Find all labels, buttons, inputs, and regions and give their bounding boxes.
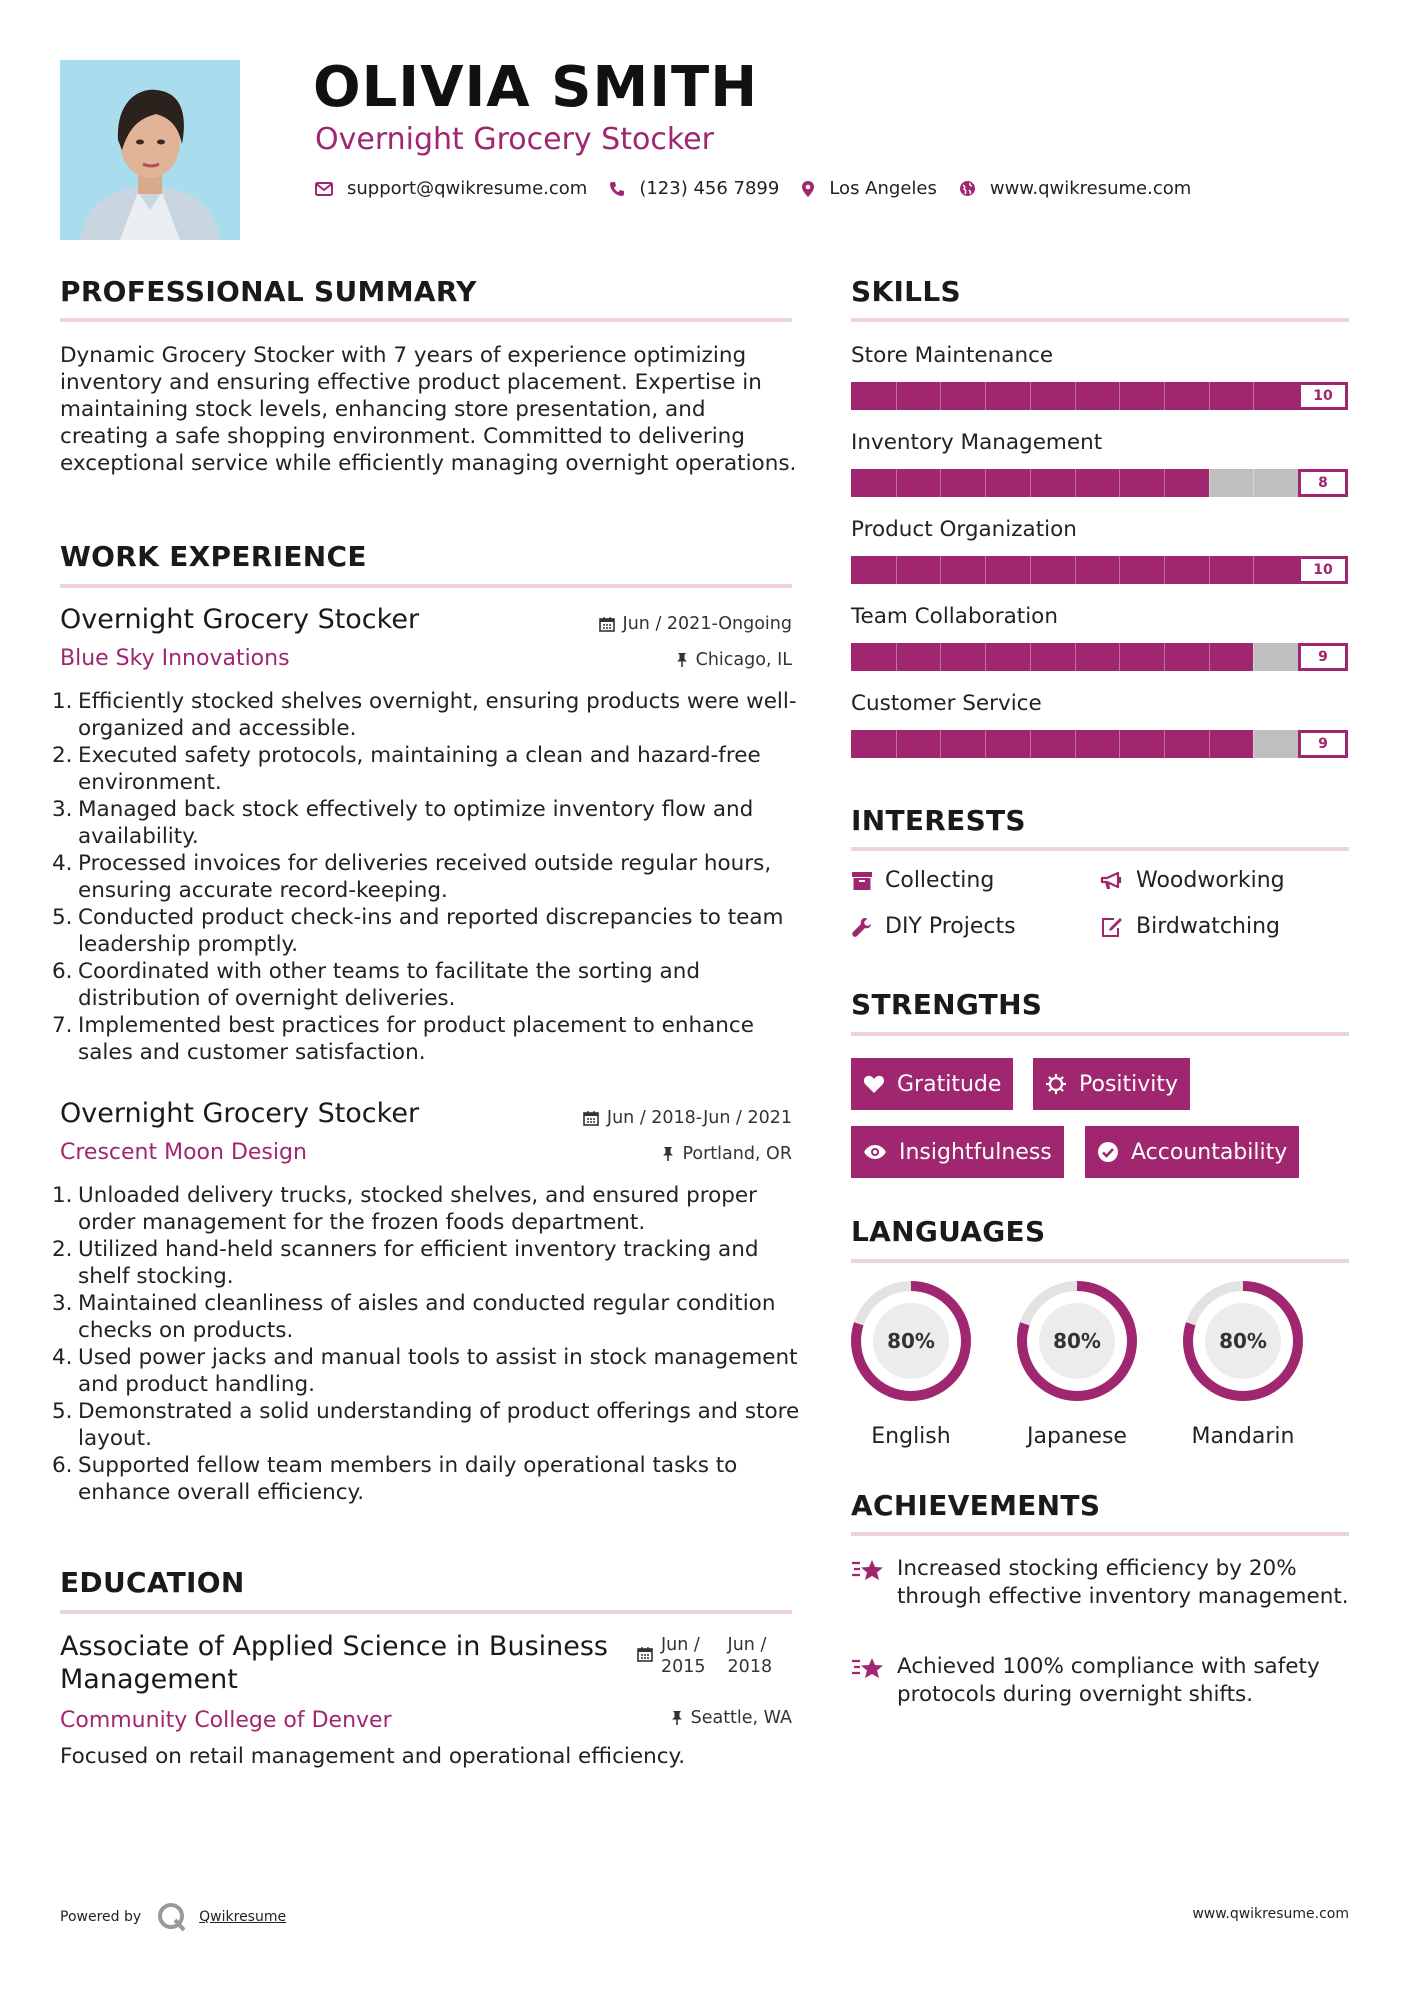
- check-circle-icon: [1097, 1141, 1119, 1163]
- skill-bar: [851, 382, 1348, 410]
- skill-bar-segment: [940, 469, 941, 497]
- job-title: Overnight Grocery Stocker: [60, 1098, 420, 1129]
- language-name: English: [871, 1424, 951, 1449]
- interests-divider: [851, 847, 1349, 851]
- skill-bar-segment: [896, 730, 897, 758]
- skill-bar-segment: [1030, 643, 1031, 671]
- skill-label: Store Maintenance: [851, 343, 1054, 368]
- list-item: 5. Demonstrated a solid understanding of product offerings and store layout.: [52, 1399, 800, 1451]
- skill-bar-segment: [940, 556, 941, 584]
- job-dates: [599, 614, 792, 634]
- job-location: [662, 1144, 792, 1164]
- language-percent: 80%: [1219, 1329, 1267, 1353]
- skill-bar-segment: [1030, 469, 1031, 497]
- strength-badge: Gratitude: [851, 1058, 1013, 1110]
- skill-bar-segment: [1164, 556, 1165, 584]
- language-item: [1182, 1280, 1304, 1449]
- language-item: [850, 1280, 972, 1449]
- location-text: Los Angeles: [829, 178, 937, 199]
- language-progress-ring: [850, 1280, 972, 1402]
- pushpin-icon: [671, 1710, 683, 1726]
- list-item: 7. Implemented best practices for product placement to enhance sales and customer satisfaction.: [52, 1013, 754, 1065]
- contact-email[interactable]: [315, 178, 587, 199]
- skill-score: 9: [1298, 730, 1348, 758]
- contact-row: [315, 178, 1213, 199]
- heart-icon: [863, 1074, 885, 1094]
- skill-bar-segment: [1253, 730, 1254, 758]
- skill-bar-segment: [1164, 643, 1165, 671]
- list-item: 6. Coordinated with other teams to facilitate the sorting and distribution of overnight deliveries.: [52, 959, 700, 1011]
- skill-score: 8: [1298, 469, 1348, 497]
- skill-bar-segment: [1075, 382, 1076, 410]
- strength-badge: Insightfulness: [851, 1126, 1064, 1178]
- skill-bar-segment: [1164, 730, 1165, 758]
- phone-text: (123) 456 7899: [639, 178, 780, 199]
- skill-bar-segment: [896, 643, 897, 671]
- language-progress-ring: [1182, 1280, 1304, 1402]
- skill-bar: [851, 730, 1348, 758]
- skill-bar-segment: [1209, 469, 1210, 497]
- candidate-name: OLIVIA SMITH: [313, 55, 759, 120]
- skill-bar-segment: [1075, 643, 1076, 671]
- skill-bar-segment: [985, 643, 986, 671]
- email-text: support@qwikresume.com: [347, 178, 588, 199]
- skill-bar-segment: [1075, 730, 1076, 758]
- skill-bar-segment: [896, 382, 897, 410]
- experience-heading: WORK EXPERIENCE: [60, 540, 367, 573]
- job-bullets: [52, 688, 800, 1066]
- interest-item: Birdwatching: [1100, 914, 1280, 939]
- eye-icon: [863, 1144, 887, 1160]
- skill-bar-segment: [1253, 643, 1254, 671]
- skill-label: Product Organization: [851, 517, 1077, 542]
- qwikresume-link[interactable]: Qwikresume: [199, 1909, 287, 1925]
- interest-item: Collecting: [851, 868, 994, 893]
- skill-bar-segment: [985, 556, 986, 584]
- summary-text: Dynamic Grocery Stocker with 7 years of experience optimizing inventory and ensuring effective product placement. Expertise in maintaining stock levels, enhancing store presentation, and creating a safe shopping environment. Committed to delivering exceptional service while efficiently managing overnight operations.: [60, 343, 797, 476]
- skill-bar-segment: [1030, 730, 1031, 758]
- footer-website[interactable]: www.qwikresume.com: [1192, 1906, 1349, 1922]
- education-description: Focused on retail management and operational efficiency.: [60, 1744, 686, 1769]
- calendar-icon: [599, 616, 615, 632]
- skill-bar-segment: [985, 730, 986, 758]
- calendar-icon: [583, 1110, 599, 1126]
- skill-label: Team Collaboration: [851, 604, 1058, 629]
- archive-icon: [851, 871, 873, 891]
- contact-website[interactable]: [959, 178, 1191, 199]
- skill-bar-fill: [851, 643, 1253, 671]
- achievements-heading: ACHIEVEMENTS: [851, 1489, 1101, 1522]
- education-end: Jun / 2018: [727, 1635, 773, 1677]
- job-location-text: Portland, OR: [682, 1144, 792, 1164]
- calendar-icon: [637, 1646, 653, 1662]
- powered-by-label: Powered by: [60, 1909, 142, 1925]
- edit-icon: [1100, 916, 1124, 938]
- skill-bar-fill: [851, 730, 1253, 758]
- strengths-divider: [851, 1032, 1349, 1036]
- skill-bar-segment: [1119, 382, 1120, 410]
- skill-bar-segment: [1164, 469, 1165, 497]
- interest-item: Woodworking: [1100, 868, 1285, 893]
- skill-bar-segment: [1119, 730, 1120, 758]
- skills-heading: SKILLS: [851, 275, 961, 308]
- list-item: 1. Unloaded delivery trucks, stocked shelves, and ensured proper order management for the frozen foods department.: [52, 1183, 758, 1235]
- skill-bar-segment: [896, 556, 897, 584]
- contact-location: [801, 178, 937, 199]
- education-dates: [637, 1634, 786, 1678]
- skill-label: Inventory Management: [851, 430, 1103, 455]
- job-bullets: [52, 1182, 800, 1506]
- language-item: [1016, 1280, 1138, 1449]
- list-item: 4. Used power jacks and manual tools to assist in stock management and product handling.: [52, 1345, 798, 1397]
- shooting-star-icon: [851, 1655, 885, 1681]
- map-pin-icon: [801, 180, 815, 198]
- skill-bar-segment: [1030, 556, 1031, 584]
- education-location: Seattle, WA: [671, 1708, 792, 1728]
- interests-heading: INTERESTS: [851, 804, 1026, 837]
- strength-badge: Accountability: [1085, 1126, 1299, 1178]
- summary-divider: [60, 318, 792, 322]
- skill-bar-segment: [1253, 556, 1254, 584]
- skill-bar: [851, 643, 1348, 671]
- skill-bar-segment: [1209, 643, 1210, 671]
- list-item: 3. Managed back stock effectively to optimize inventory flow and availability.: [52, 797, 754, 849]
- skill-bar-segment: [1075, 556, 1076, 584]
- achievements-divider: [851, 1532, 1349, 1536]
- profile-photo: [60, 60, 240, 240]
- website-text: www.qwikresume.com: [989, 178, 1192, 199]
- job-company: Blue Sky Innovations: [60, 646, 290, 671]
- skill-bar-segment: [1119, 643, 1120, 671]
- sun-icon: [1045, 1073, 1067, 1095]
- language-name: Japanese: [1027, 1424, 1127, 1449]
- list-item: 1. Efficiently stocked shelves overnight, ensuring products were well-organized and accessible.: [52, 689, 797, 741]
- pushpin-icon: [676, 652, 688, 668]
- list-item: 3. Maintained cleanliness of aisles and conducted regular condition checks on products.: [52, 1291, 776, 1343]
- skill-score: 10: [1298, 556, 1348, 584]
- list-item: 6. Supported fellow team members in daily operational tasks to enhance overall efficiency.: [52, 1453, 738, 1505]
- summary-heading: PROFESSIONAL SUMMARY: [60, 275, 477, 308]
- achievement-item: Increased stocking efficiency by 20% through effective inventory management.: [851, 1555, 1351, 1611]
- shooting-star-icon: [851, 1557, 885, 1583]
- skill-bar-segment: [1209, 730, 1210, 758]
- skill-bar-segment: [1030, 382, 1031, 410]
- skill-bar-segment: [985, 469, 986, 497]
- skills-divider: [851, 318, 1349, 322]
- language-percent: 80%: [1053, 1329, 1101, 1353]
- strengths-heading: STRENGTHS: [851, 988, 1043, 1021]
- list-item: 4. Processed invoices for deliveries received outside regular hours, ensuring accurate record-keeping.: [52, 851, 772, 903]
- education-start: Jun / 2015: [661, 1635, 706, 1677]
- bullhorn-icon: [1100, 871, 1124, 891]
- qwikresume-logo-icon: [155, 1900, 189, 1934]
- skill-bar-segment: [1253, 469, 1254, 497]
- languages-divider: [851, 1259, 1349, 1263]
- skill-bar-segment: [1119, 556, 1120, 584]
- contact-phone[interactable]: [609, 178, 779, 199]
- footer-powered-by: [60, 1900, 286, 1934]
- education-school: Community College of Denver: [60, 1708, 392, 1733]
- job-location: [676, 650, 792, 670]
- skill-bar-segment: [940, 382, 941, 410]
- skill-bar-segment: [1209, 382, 1210, 410]
- skill-bar-segment: [896, 469, 897, 497]
- language-percent: 80%: [887, 1329, 935, 1353]
- education-degree: Associate of Applied Science in Business Management: [60, 1631, 608, 1695]
- skill-bar: [851, 469, 1348, 497]
- wrench-icon: [851, 916, 873, 938]
- interest-item: DIY Projects: [851, 914, 1016, 939]
- envelope-icon: [315, 182, 333, 196]
- skill-score: 9: [1298, 643, 1348, 671]
- list-item: 5. Conducted product check-ins and reported discrepancies to team leadership promptly.: [52, 905, 784, 957]
- skill-bar-segment: [985, 382, 986, 410]
- job-dates-text: Jun / 2018-Jun / 2021: [606, 1108, 792, 1128]
- education-divider: [60, 1610, 792, 1614]
- education-heading: EDUCATION: [60, 1566, 245, 1599]
- skill-label: Customer Service: [851, 691, 1042, 716]
- job-dates-text: Jun / 2021-Ongoing: [622, 614, 792, 634]
- skill-bar-segment: [940, 730, 941, 758]
- achievement-item: Achieved 100% compliance with safety protocols during overnight shifts.: [851, 1653, 1351, 1709]
- job-company: Crescent Moon Design: [60, 1140, 307, 1165]
- pushpin-icon: [662, 1146, 674, 1162]
- phone-icon: [609, 181, 625, 197]
- list-item: 2. Executed safety protocols, maintaining a clean and hazard-free environment.: [52, 743, 761, 795]
- skill-bar-segment: [1075, 469, 1076, 497]
- skill-bar: [851, 556, 1348, 584]
- globe-icon: [959, 180, 976, 197]
- job-dates: [583, 1108, 792, 1128]
- strength-badge: Positivity: [1033, 1058, 1190, 1110]
- skill-bar-segment: [940, 643, 941, 671]
- job-location-text: Chicago, IL: [695, 650, 792, 670]
- experience-divider: [60, 584, 792, 588]
- list-item: 2. Utilized hand-held scanners for efficient inventory tracking and shelf stocking.: [52, 1237, 759, 1289]
- skill-bar-segment: [1253, 382, 1254, 410]
- skill-bar-segment: [1209, 556, 1210, 584]
- job-title: Overnight Grocery Stocker: [60, 604, 420, 635]
- language-progress-ring: [1016, 1280, 1138, 1402]
- skill-bar-segment: [1119, 469, 1120, 497]
- languages-heading: LANGUAGES: [851, 1215, 1046, 1248]
- candidate-title: Overnight Grocery Stocker: [315, 122, 714, 157]
- language-name: Mandarin: [1191, 1424, 1295, 1449]
- skill-score: 10: [1298, 382, 1348, 410]
- skill-bar-segment: [1164, 382, 1165, 410]
